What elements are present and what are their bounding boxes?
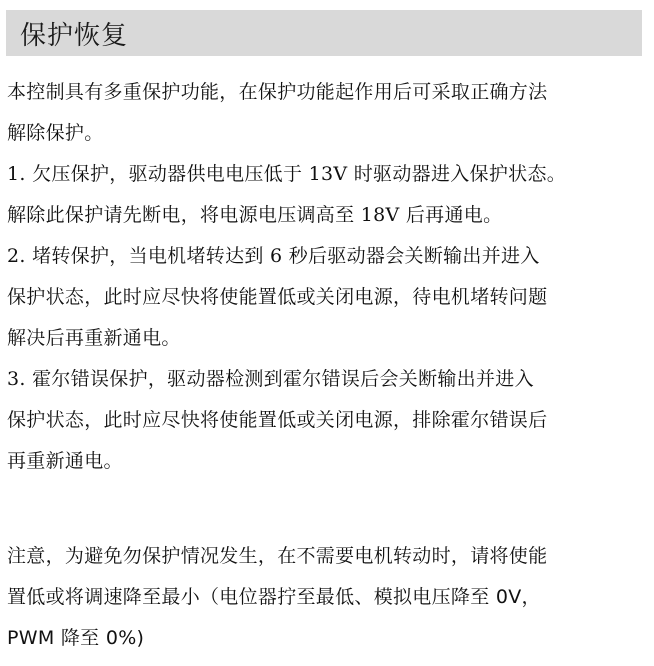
section-header <box>6 10 642 56</box>
item-2-line-2: 保护状态，此时应尽快将使能置低或关闭电源，待电机堵转问题 <box>7 286 548 308</box>
intro-line-1: 本控制具有多重保护功能，在保护功能起作用后可采取正确方法 <box>7 81 548 103</box>
note-line-3: PWM 降至 0%) <box>7 627 145 649</box>
section-title: 保护恢复 <box>20 20 129 51</box>
item-2-line-1: 2. 堵转保护，当电机堵转达到 6 秒后驱动器会关断输出并进入 <box>7 245 540 267</box>
item-3-line-2: 保护状态，此时应尽快将使能置低或关闭电源，排除霍尔错误后 <box>7 409 548 431</box>
item-2-line-3: 解决后再重新通电。 <box>7 327 181 349</box>
note-block <box>7 536 647 659</box>
note-line-1: 注意，为避免勿保护情况发生，在不需要电机转动时，请将使能 <box>7 545 548 567</box>
item-1-line-2: 解除此保护请先断电，将电源电压调高至 18V 后再通电。 <box>7 204 503 226</box>
note-line-2: 置低或将调速降至最小（电位器拧至最低、模拟电压降至 0V， <box>7 586 541 608</box>
item-1-line-1: 1. 欠压保护，驱动器供电电压低于 13V 时驱动器进入保护状态。 <box>7 163 567 185</box>
protection-content <box>7 72 647 482</box>
intro-line-2: 解除保护。 <box>7 122 104 144</box>
item-3-line-3: 再重新通电。 <box>7 450 123 472</box>
item-3-line-1: 3. 霍尔错误保护，驱动器检测到霍尔错误后会关断输出并进入 <box>7 368 534 390</box>
